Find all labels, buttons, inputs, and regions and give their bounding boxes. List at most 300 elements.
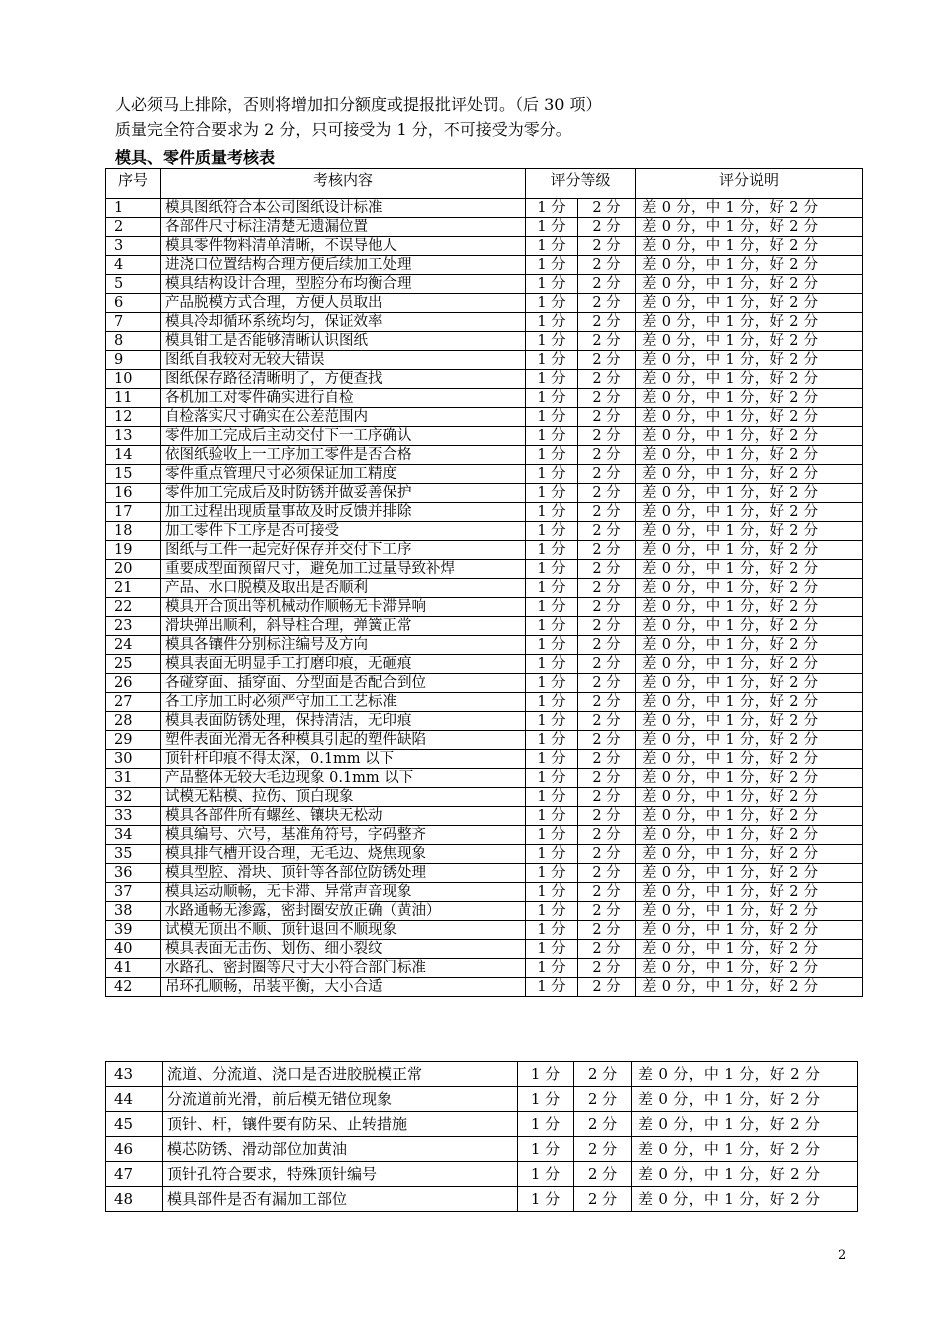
table-row <box>106 237 863 256</box>
table-row <box>106 256 863 275</box>
grade-2: 2 分 <box>578 218 636 237</box>
table-row <box>106 617 863 636</box>
row-number: 47 <box>106 1162 163 1187</box>
table-header-row <box>106 169 863 199</box>
row-content: 模具零件物料清单清晰，不误导他人 <box>161 237 526 256</box>
grade-2: 2 分 <box>578 199 636 218</box>
grade-2: 2 分 <box>574 1087 632 1112</box>
grade-2: 2 分 <box>578 712 636 731</box>
row-number: 23 <box>106 617 161 636</box>
score-description: 差 0 分，中 1 分，好 2 分 <box>636 199 863 218</box>
grade-1: 1 分 <box>518 1062 574 1087</box>
score-description: 差 0 分，中 1 分，好 2 分 <box>636 921 863 940</box>
grade-2: 2 分 <box>578 674 636 693</box>
grade-2: 2 分 <box>578 769 636 788</box>
table-row <box>106 1112 858 1137</box>
row-number: 45 <box>106 1112 163 1137</box>
quality-table <box>105 168 863 997</box>
row-number: 31 <box>106 769 161 788</box>
row-number: 42 <box>106 978 161 997</box>
grade-1: 1 分 <box>526 484 578 503</box>
grade-1: 1 分 <box>526 275 578 294</box>
row-content: 各机加工对零件确实进行自检 <box>161 389 526 408</box>
row-content: 模具各部件所有螺丝、镶块无松动 <box>161 807 526 826</box>
grade-2: 2 分 <box>578 959 636 978</box>
grade-1: 1 分 <box>526 845 578 864</box>
row-content: 分流道前光滑，前后模无错位现象 <box>163 1087 518 1112</box>
row-content: 模具型腔、滑块、顶针等各部位防锈处理 <box>161 864 526 883</box>
table-body <box>106 199 863 997</box>
grade-1: 1 分 <box>526 674 578 693</box>
row-number: 5 <box>106 275 161 294</box>
score-description: 差 0 分，中 1 分，好 2 分 <box>636 959 863 978</box>
row-number: 26 <box>106 674 161 693</box>
grade-1: 1 分 <box>518 1087 574 1112</box>
table-row <box>106 807 863 826</box>
row-content: 各碰穿面、插穿面、分型面是否配合到位 <box>161 674 526 693</box>
table-row <box>106 522 863 541</box>
row-content: 顶针、杆，镶件要有防呆、止转措施 <box>163 1112 518 1137</box>
row-number: 2 <box>106 218 161 237</box>
row-content: 模具冷却循环系统均匀，保证效率 <box>161 313 526 332</box>
row-number: 32 <box>106 788 161 807</box>
table-body-continued <box>106 1062 858 1212</box>
grade-1: 1 分 <box>526 294 578 313</box>
row-number: 10 <box>106 370 161 389</box>
row-content: 模具表面无明显手工打磨印痕，无砸痕 <box>161 655 526 674</box>
row-number: 3 <box>106 237 161 256</box>
row-number: 13 <box>106 427 161 446</box>
row-content: 模芯防锈、滑动部位加黄油 <box>163 1137 518 1162</box>
grade-1: 1 分 <box>526 256 578 275</box>
row-content: 模具部件是否有漏加工部位 <box>163 1187 518 1212</box>
header-grade: 评分等级 <box>526 169 636 199</box>
score-description: 差 0 分，中 1 分，好 2 分 <box>636 636 863 655</box>
row-content: 模具钳工是否能够清晰认识图纸 <box>161 332 526 351</box>
row-number: 48 <box>106 1187 163 1212</box>
table-row <box>106 883 863 902</box>
score-description: 差 0 分，中 1 分，好 2 分 <box>636 940 863 959</box>
row-number: 14 <box>106 446 161 465</box>
score-description: 差 0 分，中 1 分，好 2 分 <box>636 655 863 674</box>
score-description: 差 0 分，中 1 分，好 2 分 <box>636 598 863 617</box>
score-description: 差 0 分，中 1 分，好 2 分 <box>636 427 863 446</box>
score-description: 差 0 分，中 1 分，好 2 分 <box>636 370 863 389</box>
grade-1: 1 分 <box>526 769 578 788</box>
grade-1: 1 分 <box>526 237 578 256</box>
table-row <box>106 864 863 883</box>
table-row <box>106 427 863 446</box>
score-description: 差 0 分，中 1 分，好 2 分 <box>636 807 863 826</box>
table-row <box>106 218 863 237</box>
table-row <box>106 845 863 864</box>
grade-1: 1 分 <box>518 1187 574 1212</box>
grade-2: 2 分 <box>578 465 636 484</box>
table-row <box>106 655 863 674</box>
row-content: 图纸与工件一起完好保存并交付下工序 <box>161 541 526 560</box>
grade-2: 2 分 <box>578 636 636 655</box>
score-description: 差 0 分，中 1 分，好 2 分 <box>636 902 863 921</box>
row-number: 34 <box>106 826 161 845</box>
row-number: 19 <box>106 541 161 560</box>
table-row <box>106 541 863 560</box>
score-description: 差 0 分，中 1 分，好 2 分 <box>636 218 863 237</box>
score-description: 差 0 分，中 1 分，好 2 分 <box>636 256 863 275</box>
table-row <box>106 959 863 978</box>
header-no: 序号 <box>106 169 161 199</box>
score-description: 差 0 分，中 1 分，好 2 分 <box>636 541 863 560</box>
grade-1: 1 分 <box>526 750 578 769</box>
table-row <box>106 446 863 465</box>
row-content: 进浇口位置结构合理方便后续加工处理 <box>161 256 526 275</box>
row-number: 41 <box>106 959 161 978</box>
grade-1: 1 分 <box>526 636 578 655</box>
row-number: 27 <box>106 693 161 712</box>
table-row <box>106 750 863 769</box>
table-row <box>106 1187 858 1212</box>
row-number: 9 <box>106 351 161 370</box>
grade-2: 2 分 <box>578 788 636 807</box>
table-row <box>106 465 863 484</box>
row-number: 6 <box>106 294 161 313</box>
grade-2: 2 分 <box>578 560 636 579</box>
table-row <box>106 693 863 712</box>
grade-1: 1 分 <box>526 617 578 636</box>
row-content: 流道、分流道、浇口是否进胶脱模正常 <box>163 1062 518 1087</box>
row-content: 产品、水口脱模及取出是否顺利 <box>161 579 526 598</box>
intro-line-2: 质量完全符合要求为 2 分，只可接受为 1 分，不可接受为零分。 <box>115 120 572 139</box>
row-content: 模具表面无击伤、划伤、细小裂纹 <box>161 940 526 959</box>
grade-2: 2 分 <box>578 237 636 256</box>
score-description: 差 0 分，中 1 分，好 2 分 <box>636 883 863 902</box>
grade-2: 2 分 <box>578 807 636 826</box>
grade-1: 1 分 <box>526 522 578 541</box>
row-number: 43 <box>106 1062 163 1087</box>
intro-line-1: 人必须马上排除，否则将增加扣分额度或提报批评处罚。（后 30 项） <box>115 95 602 114</box>
grade-2: 2 分 <box>578 826 636 845</box>
row-number: 16 <box>106 484 161 503</box>
grade-1: 1 分 <box>526 351 578 370</box>
grade-1: 1 分 <box>526 959 578 978</box>
table-row <box>106 1062 858 1087</box>
row-content: 水路通畅无渗露，密封圈安放正确（黄油） <box>161 902 526 921</box>
row-number: 38 <box>106 902 161 921</box>
row-content: 模具各镶件分别标注编号及方向 <box>161 636 526 655</box>
grade-2: 2 分 <box>574 1187 632 1212</box>
grade-1: 1 分 <box>518 1162 574 1187</box>
score-description: 差 0 分，中 1 分，好 2 分 <box>636 484 863 503</box>
grade-2: 2 分 <box>578 294 636 313</box>
score-description: 差 0 分，中 1 分，好 2 分 <box>636 750 863 769</box>
row-content: 零件加工完成后主动交付下一工序确认 <box>161 427 526 446</box>
table-row <box>106 579 863 598</box>
row-content: 模具开合顶出等机械动作顺畅无卡滞异响 <box>161 598 526 617</box>
row-content: 重要成型面预留尺寸，避免加工过量导致补焊 <box>161 560 526 579</box>
table-row <box>106 636 863 655</box>
table-row <box>106 598 863 617</box>
grade-2: 2 分 <box>578 503 636 522</box>
row-content: 模具编号、穴号，基准角符号，字码整齐 <box>161 826 526 845</box>
row-content: 试模无顶出不顺、顶针退回不顺现象 <box>161 921 526 940</box>
grade-1: 1 分 <box>526 864 578 883</box>
grade-1: 1 分 <box>526 693 578 712</box>
score-description: 差 0 分，中 1 分，好 2 分 <box>636 845 863 864</box>
table-row <box>106 294 863 313</box>
row-number: 46 <box>106 1137 163 1162</box>
grade-2: 2 分 <box>578 617 636 636</box>
grade-1: 1 分 <box>526 503 578 522</box>
row-content: 图纸自我较对无较大错误 <box>161 351 526 370</box>
row-number: 18 <box>106 522 161 541</box>
row-number: 30 <box>106 750 161 769</box>
grade-2: 2 分 <box>578 655 636 674</box>
row-content: 依图纸验收上一工序加工零件是否合格 <box>161 446 526 465</box>
grade-1: 1 分 <box>526 883 578 902</box>
grade-2: 2 分 <box>578 256 636 275</box>
table-row <box>106 503 863 522</box>
grade-1: 1 分 <box>526 731 578 750</box>
table-row <box>106 902 863 921</box>
score-description: 差 0 分，中 1 分，好 2 分 <box>636 389 863 408</box>
grade-2: 2 分 <box>578 427 636 446</box>
table-row <box>106 1137 858 1162</box>
grade-2: 2 分 <box>578 978 636 997</box>
score-description: 差 0 分，中 1 分，好 2 分 <box>632 1112 858 1137</box>
grade-1: 1 分 <box>526 465 578 484</box>
grade-1: 1 分 <box>526 921 578 940</box>
grade-2: 2 分 <box>574 1162 632 1187</box>
grade-1: 1 分 <box>526 389 578 408</box>
table-row <box>106 351 863 370</box>
grade-1: 1 分 <box>526 978 578 997</box>
grade-2: 2 分 <box>578 693 636 712</box>
row-content: 模具运动顺畅，无卡滞、异常声音现象 <box>161 883 526 902</box>
row-number: 15 <box>106 465 161 484</box>
row-content: 产品脱模方式合理，方便人员取出 <box>161 294 526 313</box>
row-number: 37 <box>106 883 161 902</box>
score-description: 差 0 分，中 1 分，好 2 分 <box>636 408 863 427</box>
grade-2: 2 分 <box>578 389 636 408</box>
table-row <box>106 674 863 693</box>
row-number: 22 <box>106 598 161 617</box>
table-row <box>106 389 863 408</box>
row-number: 7 <box>106 313 161 332</box>
grade-2: 2 分 <box>578 541 636 560</box>
row-content: 顶针孔符合要求，特殊顶针编号 <box>163 1162 518 1187</box>
grade-2: 2 分 <box>578 370 636 389</box>
row-number: 24 <box>106 636 161 655</box>
table-row <box>106 921 863 940</box>
score-description: 差 0 分，中 1 分，好 2 分 <box>636 351 863 370</box>
row-content: 吊环孔顺畅，吊装平衡，大小合适 <box>161 978 526 997</box>
header-desc: 评分说明 <box>636 169 863 199</box>
grade-1: 1 分 <box>526 807 578 826</box>
grade-1: 1 分 <box>526 427 578 446</box>
score-description: 差 0 分，中 1 分，好 2 分 <box>636 313 863 332</box>
score-description: 差 0 分，中 1 分，好 2 分 <box>636 712 863 731</box>
table-row <box>106 826 863 845</box>
row-content: 模具结构设计合理，型腔分布均衡合理 <box>161 275 526 294</box>
grade-2: 2 分 <box>578 731 636 750</box>
score-description: 差 0 分，中 1 分，好 2 分 <box>636 465 863 484</box>
table-row <box>106 313 863 332</box>
grade-1: 1 分 <box>526 579 578 598</box>
score-description: 差 0 分，中 1 分，好 2 分 <box>636 579 863 598</box>
grade-2: 2 分 <box>578 275 636 294</box>
table-row <box>106 275 863 294</box>
score-description: 差 0 分，中 1 分，好 2 分 <box>632 1162 858 1187</box>
score-description: 差 0 分，中 1 分，好 2 分 <box>636 731 863 750</box>
row-content: 图纸保存路径清晰明了，方便查找 <box>161 370 526 389</box>
score-description: 差 0 分，中 1 分，好 2 分 <box>636 978 863 997</box>
row-number: 4 <box>106 256 161 275</box>
table-row <box>106 484 863 503</box>
score-description: 差 0 分，中 1 分，好 2 分 <box>632 1187 858 1212</box>
grade-1: 1 分 <box>526 902 578 921</box>
grade-2: 2 分 <box>578 522 636 541</box>
table-row <box>106 1087 858 1112</box>
grade-2: 2 分 <box>578 940 636 959</box>
grade-1: 1 分 <box>526 712 578 731</box>
grade-1: 1 分 <box>526 560 578 579</box>
row-content: 零件重点管理尺寸必须保证加工精度 <box>161 465 526 484</box>
page-number: 2 <box>838 1248 847 1263</box>
score-description: 差 0 分，中 1 分，好 2 分 <box>636 864 863 883</box>
row-number: 17 <box>106 503 161 522</box>
row-content: 零件加工完成后及时防锈并做妥善保护 <box>161 484 526 503</box>
row-content: 塑件表面光滑无各种模具引起的塑件缺陷 <box>161 731 526 750</box>
grade-1: 1 分 <box>526 218 578 237</box>
row-content: 加工过程出现质量事故及时反馈并排除 <box>161 503 526 522</box>
score-description: 差 0 分，中 1 分，好 2 分 <box>636 522 863 541</box>
row-content: 试模无粘模、拉伤、顶白现象 <box>161 788 526 807</box>
row-content: 模具图纸符合本公司图纸设计标准 <box>161 199 526 218</box>
score-description: 差 0 分，中 1 分，好 2 分 <box>636 674 863 693</box>
row-content: 模具表面防锈处理，保持清洁，无印痕 <box>161 712 526 731</box>
grade-1: 1 分 <box>526 199 578 218</box>
table-row <box>106 408 863 427</box>
grade-2: 2 分 <box>574 1062 632 1087</box>
row-content: 产品整体无较大毛边现象 0.1mm 以下 <box>161 769 526 788</box>
table-row <box>106 370 863 389</box>
score-description: 差 0 分，中 1 分，好 2 分 <box>636 560 863 579</box>
table-row <box>106 788 863 807</box>
table-row <box>106 769 863 788</box>
row-number: 36 <box>106 864 161 883</box>
table-row <box>106 940 863 959</box>
grade-1: 1 分 <box>526 446 578 465</box>
row-content: 滑块弹出顺利，斜导柱合理，弹簧正常 <box>161 617 526 636</box>
row-number: 44 <box>106 1087 163 1112</box>
row-number: 1 <box>106 199 161 218</box>
row-number: 29 <box>106 731 161 750</box>
row-number: 33 <box>106 807 161 826</box>
grade-2: 2 分 <box>578 598 636 617</box>
score-description: 差 0 分，中 1 分，好 2 分 <box>632 1087 858 1112</box>
score-description: 差 0 分，中 1 分，好 2 分 <box>636 503 863 522</box>
grade-2: 2 分 <box>578 408 636 427</box>
score-description: 差 0 分，中 1 分，好 2 分 <box>636 294 863 313</box>
table-row <box>106 1162 858 1187</box>
grade-1: 1 分 <box>526 598 578 617</box>
score-description: 差 0 分，中 1 分，好 2 分 <box>636 826 863 845</box>
score-description: 差 0 分，中 1 分，好 2 分 <box>636 617 863 636</box>
grade-2: 2 分 <box>578 902 636 921</box>
grade-2: 2 分 <box>578 313 636 332</box>
score-description: 差 0 分，中 1 分，好 2 分 <box>636 788 863 807</box>
table-row <box>106 978 863 997</box>
grade-2: 2 分 <box>578 864 636 883</box>
grade-1: 1 分 <box>526 408 578 427</box>
table-row <box>106 332 863 351</box>
grade-1: 1 分 <box>518 1112 574 1137</box>
score-description: 差 0 分，中 1 分，好 2 分 <box>636 693 863 712</box>
score-description: 差 0 分，中 1 分，好 2 分 <box>636 275 863 294</box>
row-number: 8 <box>106 332 161 351</box>
grade-2: 2 分 <box>578 332 636 351</box>
row-number: 11 <box>106 389 161 408</box>
grade-2: 2 分 <box>578 484 636 503</box>
score-description: 差 0 分，中 1 分，好 2 分 <box>636 237 863 256</box>
row-number: 25 <box>106 655 161 674</box>
table-row <box>106 712 863 731</box>
row-content: 顶针杆印痕不得太深，0.1mm 以下 <box>161 750 526 769</box>
row-number: 39 <box>106 921 161 940</box>
score-description: 差 0 分，中 1 分，好 2 分 <box>636 769 863 788</box>
grade-2: 2 分 <box>578 750 636 769</box>
table-row <box>106 731 863 750</box>
row-content: 水路孔、密封圈等尺寸大小符合部门标准 <box>161 959 526 978</box>
table-row <box>106 560 863 579</box>
score-description: 差 0 分，中 1 分，好 2 分 <box>636 332 863 351</box>
quality-table-continued <box>105 1061 858 1212</box>
grade-1: 1 分 <box>526 940 578 959</box>
grade-1: 1 分 <box>526 332 578 351</box>
row-content: 加工零件下工序是否可接受 <box>161 522 526 541</box>
row-number: 21 <box>106 579 161 598</box>
grade-1: 1 分 <box>526 313 578 332</box>
row-number: 12 <box>106 408 161 427</box>
row-number: 28 <box>106 712 161 731</box>
grade-2: 2 分 <box>578 446 636 465</box>
row-number: 40 <box>106 940 161 959</box>
grade-1: 1 分 <box>518 1137 574 1162</box>
grade-2: 2 分 <box>578 351 636 370</box>
table-title: 模具、零件质量考核表 <box>115 148 276 167</box>
grade-2: 2 分 <box>574 1112 632 1137</box>
score-description: 差 0 分，中 1 分，好 2 分 <box>632 1137 858 1162</box>
grade-1: 1 分 <box>526 541 578 560</box>
row-content: 模具排气槽开设合理，无毛边、烧焦现象 <box>161 845 526 864</box>
row-content: 各工序加工时必须严守加工工艺标准 <box>161 693 526 712</box>
grade-1: 1 分 <box>526 655 578 674</box>
row-content: 自检落实尺寸确实在公差范围内 <box>161 408 526 427</box>
row-number: 20 <box>106 560 161 579</box>
grade-2: 2 分 <box>578 845 636 864</box>
grade-2: 2 分 <box>578 579 636 598</box>
table-row <box>106 199 863 218</box>
grade-1: 1 分 <box>526 370 578 389</box>
grade-2: 2 分 <box>578 883 636 902</box>
grade-2: 2 分 <box>574 1137 632 1162</box>
grade-2: 2 分 <box>578 921 636 940</box>
score-description: 差 0 分，中 1 分，好 2 分 <box>632 1062 858 1087</box>
header-content: 考核内容 <box>161 169 526 199</box>
score-description: 差 0 分，中 1 分，好 2 分 <box>636 446 863 465</box>
row-number: 35 <box>106 845 161 864</box>
grade-1: 1 分 <box>526 788 578 807</box>
row-content: 各部件尺寸标注清楚无遗漏位置 <box>161 218 526 237</box>
